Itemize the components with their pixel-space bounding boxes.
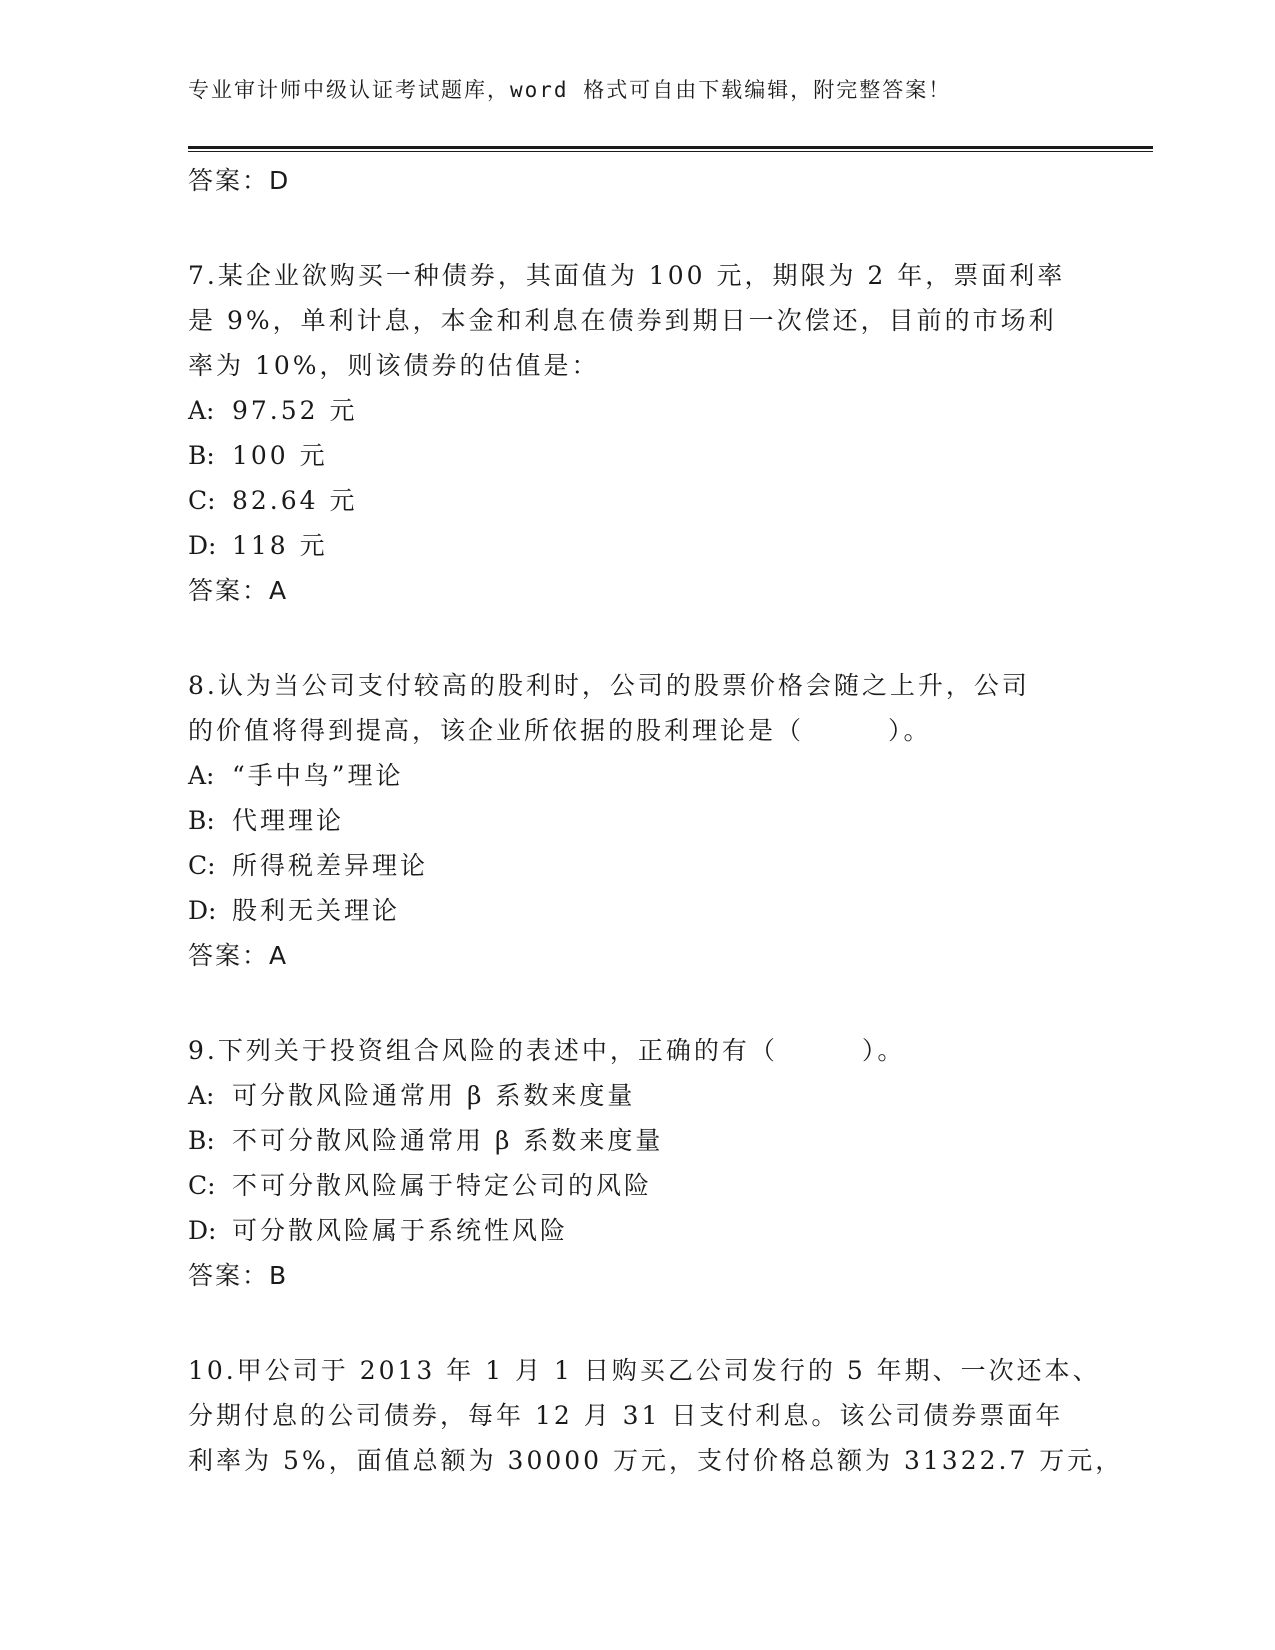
question-text-line: 是 9%，单利计息，本金和利息在债券到期日一次偿还，目前的市场利	[188, 306, 1057, 335]
header-title: 专业审计师中级认证考试题库，word 格式可自由下载编辑，附完整答案！	[188, 78, 952, 102]
option-text: 不可分散风险通常用 β 系数来度量	[232, 1126, 664, 1155]
option-d	[188, 1208, 1088, 1253]
answer-line: 答案：D	[188, 166, 291, 195]
option-key: A:	[188, 1081, 215, 1110]
option-key: A:	[188, 396, 215, 425]
content-area	[188, 158, 1124, 1483]
answer-line: 答案：B	[188, 1261, 289, 1290]
option-key: D:	[188, 896, 217, 925]
option-key: D:	[188, 1216, 217, 1245]
option-key: B:	[188, 806, 215, 835]
question-text-line: 9.下列关于投资组合风险的表述中，正确的有（ ）。	[188, 1036, 906, 1065]
question-text-line: 10.甲公司于 2013 年 1 月 1 日购买乙公司发行的 5 年期、一次还本、	[188, 1356, 1101, 1385]
option-a	[188, 388, 1088, 433]
option-a	[188, 1073, 1088, 1118]
header-rule-thick	[188, 146, 1153, 149]
question-text-line: 8.认为当公司支付较高的股利时，公司的股票价格会随之上升，公司	[188, 671, 1030, 700]
option-key: C:	[188, 851, 216, 880]
question-10	[188, 1348, 1124, 1483]
option-text: 可分散风险属于系统性风险	[232, 1216, 569, 1245]
option-c	[188, 843, 1088, 888]
answer-line: 答案：A	[188, 576, 289, 605]
option-text: 100 元	[232, 441, 328, 470]
question-7	[188, 253, 1088, 613]
question-9	[188, 1028, 1088, 1298]
option-text: 97.52 元	[232, 396, 358, 425]
question-text-line: 7.某企业欲购买一种债券，其面值为 100 元，期限为 2 年，票面利率	[188, 261, 1066, 290]
question-8	[188, 663, 1088, 978]
option-c	[188, 1163, 1088, 1208]
option-c	[188, 478, 1088, 523]
option-text: “手中鸟”理论	[232, 761, 404, 790]
question-text-line: 利率为 5%，面值总额为 30000 万元，支付价格总额为 31322.7 万元，	[188, 1446, 1124, 1475]
option-text: 所得税差异理论	[232, 851, 429, 880]
header-rule-thin	[188, 151, 1153, 152]
option-key: C:	[188, 486, 216, 515]
question-text-line: 率为 10%，则该债券的估值是：	[188, 351, 600, 380]
option-a	[188, 753, 1088, 798]
option-key: A:	[188, 761, 215, 790]
option-b	[188, 798, 1088, 843]
question-text-line: 的价值将得到提高，该企业所依据的股利理论是（ ）。	[188, 716, 932, 745]
option-text: 股利无关理论	[232, 896, 401, 925]
option-text: 可分散风险通常用 β 系数来度量	[232, 1081, 636, 1110]
option-key: B:	[188, 441, 215, 470]
option-key: C:	[188, 1171, 216, 1200]
option-b	[188, 1118, 1088, 1163]
option-text: 代理理论	[232, 806, 345, 835]
option-d	[188, 888, 1088, 933]
question-text-line: 分期付息的公司债券，每年 12 月 31 日支付利息。该公司债券票面年	[188, 1401, 1064, 1430]
option-key: D:	[188, 531, 217, 560]
answer-line: 答案：A	[188, 941, 289, 970]
option-text: 不可分散风险属于特定公司的风险	[232, 1171, 653, 1200]
option-d	[188, 523, 1088, 568]
option-key: B:	[188, 1126, 215, 1155]
option-text: 118 元	[232, 531, 328, 560]
option-text: 82.64 元	[232, 486, 358, 515]
option-b	[188, 433, 1088, 478]
